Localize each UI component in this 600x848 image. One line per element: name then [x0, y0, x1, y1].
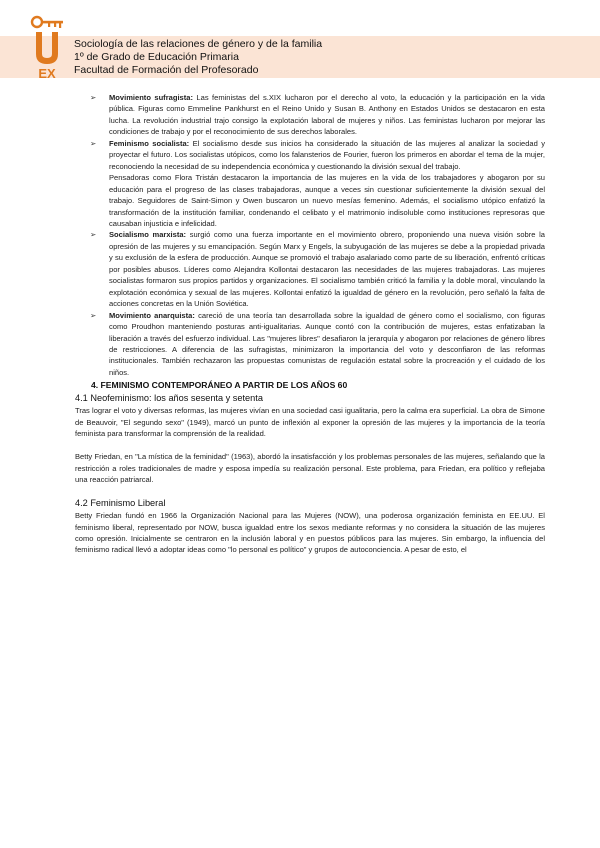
paragraph: Betty Friedan fundó en 1966 la Organización Nacional para las Mujeres (NOW), una poderosa organización feminista en EE.UU. El feminismo liberal, representado por NOW, busca igualdad entre los sexos mediante reformas y no considera la situación de las mujeres como opresión. Inicialmente se centraron en la inclusión laboral y en puestos públicos para las mujeres. Sin embargo, la influencia del feminismo radical llevó a adoptar ideas como "lo personal es político" y grupos de autoconciencia. A pesar de esto, el — [75, 511, 545, 555]
bullet-socialismo-marxista — [75, 229, 545, 309]
subsection-heading-neofeminismo: 4.1 Neofeminismo: los años sesenta y setenta — [75, 393, 263, 404]
bullet-title: Socialismo marxista: — [109, 230, 187, 240]
arrow-bullet-icon: ➢ — [90, 93, 97, 102]
svg-text:EX: EX — [38, 66, 56, 80]
page-header — [0, 0, 600, 80]
document-body — [75, 92, 545, 556]
bullet-text-continued: Pensadoras como Flora Tristán destacaron la importancia de las mujeres en la vida de los trabajadores y abogaron por su educación para el progreso de las clases trabajadoras, aunque a veces sin cuestionar suficientemente la división sexual del trabajo. Seguidores de Saint-Simon y Owen buscaron un nuevo mesías femenino. Además, el socialismo utópico enfatizó la transformación de la institución familiar, condenando el celibato y el matrimonio indisoluble como instituciones represoras que causaban injusticia e infelicidad. — [109, 173, 545, 228]
degree-line: 1º de Grado de Educación Primaria — [74, 51, 239, 63]
bullet-title: Movimiento anarquista: — [109, 310, 195, 320]
bullet-text: surgió como una fuerza importante en el movimiento obrero, proponiendo una nueva visión sobre la opresión de las mujeres y su emancipación. Según Marx y Engels, la subyugación de las mujeres se debe a la propiedad privada y su exclusión de la esfera de producción. Aunque se promovió el trabajo asalariado como parte de su liberación, enfrentó críticas por posibles abusos. Líderes como Alejandra Kollontai destacaron las necesidades de las mujeres trabajadoras. Las mujeres socialistas formaron sus propios partidos y organizaciones. El socialismo también criticó la familia y la doble moral, vinculando la explotación económica y sexual de las mujeres. Kollontai enfatizó la igualdad de género en la revolución, pero señaló la falta de acciones concretas en la Unión Soviética. — [109, 230, 545, 309]
faculty-line: Facultad de Formación del Profesorado — [74, 64, 259, 76]
bullet-text: careció de una teoría tan desarrollada sobre la igualdad de género como el socialismo, con figuras como Proudhon manteniendo posturas anti-igualitarias. Aunque contó con la contribución de mujeres, estas enfatizaban la liberación a través del esfuerzo individual. Las "mujeres libres" desafiaron la jerarquía y abogaron por relaciones de género libres de restricciones. A diferencia de las sufragistas, minimizaron la importancia del voto y desconfiaron de las reformas institucionales. También rechazaron las propuestas comunistas de regulación estatal sobre la procreación y el cuidado de los niños. — [109, 310, 545, 377]
paragraph-gap — [75, 486, 545, 498]
paragraph: Betty Friedan, en "La mística de la feminidad" (1963), abordó la insatisfacción y los problemas personales de las mujeres, señalando que la restricción a roles tradicionales de madre y esposa impedía su realización personal. Este problema, para Friedan, era político y reflejaba una reacción patriarcal. — [75, 452, 545, 485]
uex-logo-icon — [28, 12, 66, 80]
bullet-text: Las feministas del s.XIX lucharon por el derecho al voto, la educación y la participación en la vida pública. Figuras como Emmeline Pankhurst en el Reino Unido y Susan B. Anthony en Estados Unidos se destacaron en esta lucha. La revolución industrial trajo consigo la explotación laboral de mujeres y niños. Las feministas lucharon por mejorar las condiciones de trabajo y por el reconocimiento de sus derechos laborales. — [109, 93, 546, 137]
subsection-heading-liberal: 4.2 Feminismo Liberal — [75, 498, 166, 509]
section-heading: 4. FEMINISMO CONTEMPORÁNEO A PARTIR DE LOS AÑOS 60 — [91, 380, 348, 391]
bullet-feminismo-socialista — [75, 138, 545, 230]
paragraph-gap — [75, 440, 545, 452]
bullet-sufragista — [75, 92, 545, 138]
arrow-bullet-icon: ➢ — [90, 138, 97, 148]
header-text — [74, 38, 322, 77]
arrow-bullet-icon: ➢ — [90, 310, 97, 320]
bullet-text: El socialismo desde sus inicios ha considerado la situación de las mujeres al analizar la sociedad y proyectar el futuro. Los socialistas utópicos, como los falansterios de Fourier, fueron los primeros en abordar el tema de la mujer, reconociendo la necesidad de su independencia económica y cuestionando la división sexual del trabajo. — [109, 138, 545, 171]
bullet-title: Feminismo socialista: — [109, 138, 190, 148]
course-title: Sociología de las relaciones de género y de la familia — [74, 38, 323, 50]
bullet-movimiento-anarquista — [75, 310, 545, 379]
paragraph: Tras lograr el voto y diversas reformas, las mujeres vivían en una sociedad casi igualitaria, pero la calma era superficial. La obra de Simone de Beauvoir, "El segundo sexo" (1949), marcó un punto de inflexión al exponer la opresión de las mujeres y la importancia de la teoría feminista para transformar la comprensión de la realidad. — [75, 406, 545, 439]
bullet-title: Movimiento sufragista: — [109, 93, 193, 102]
arrow-bullet-icon: ➢ — [90, 230, 97, 240]
